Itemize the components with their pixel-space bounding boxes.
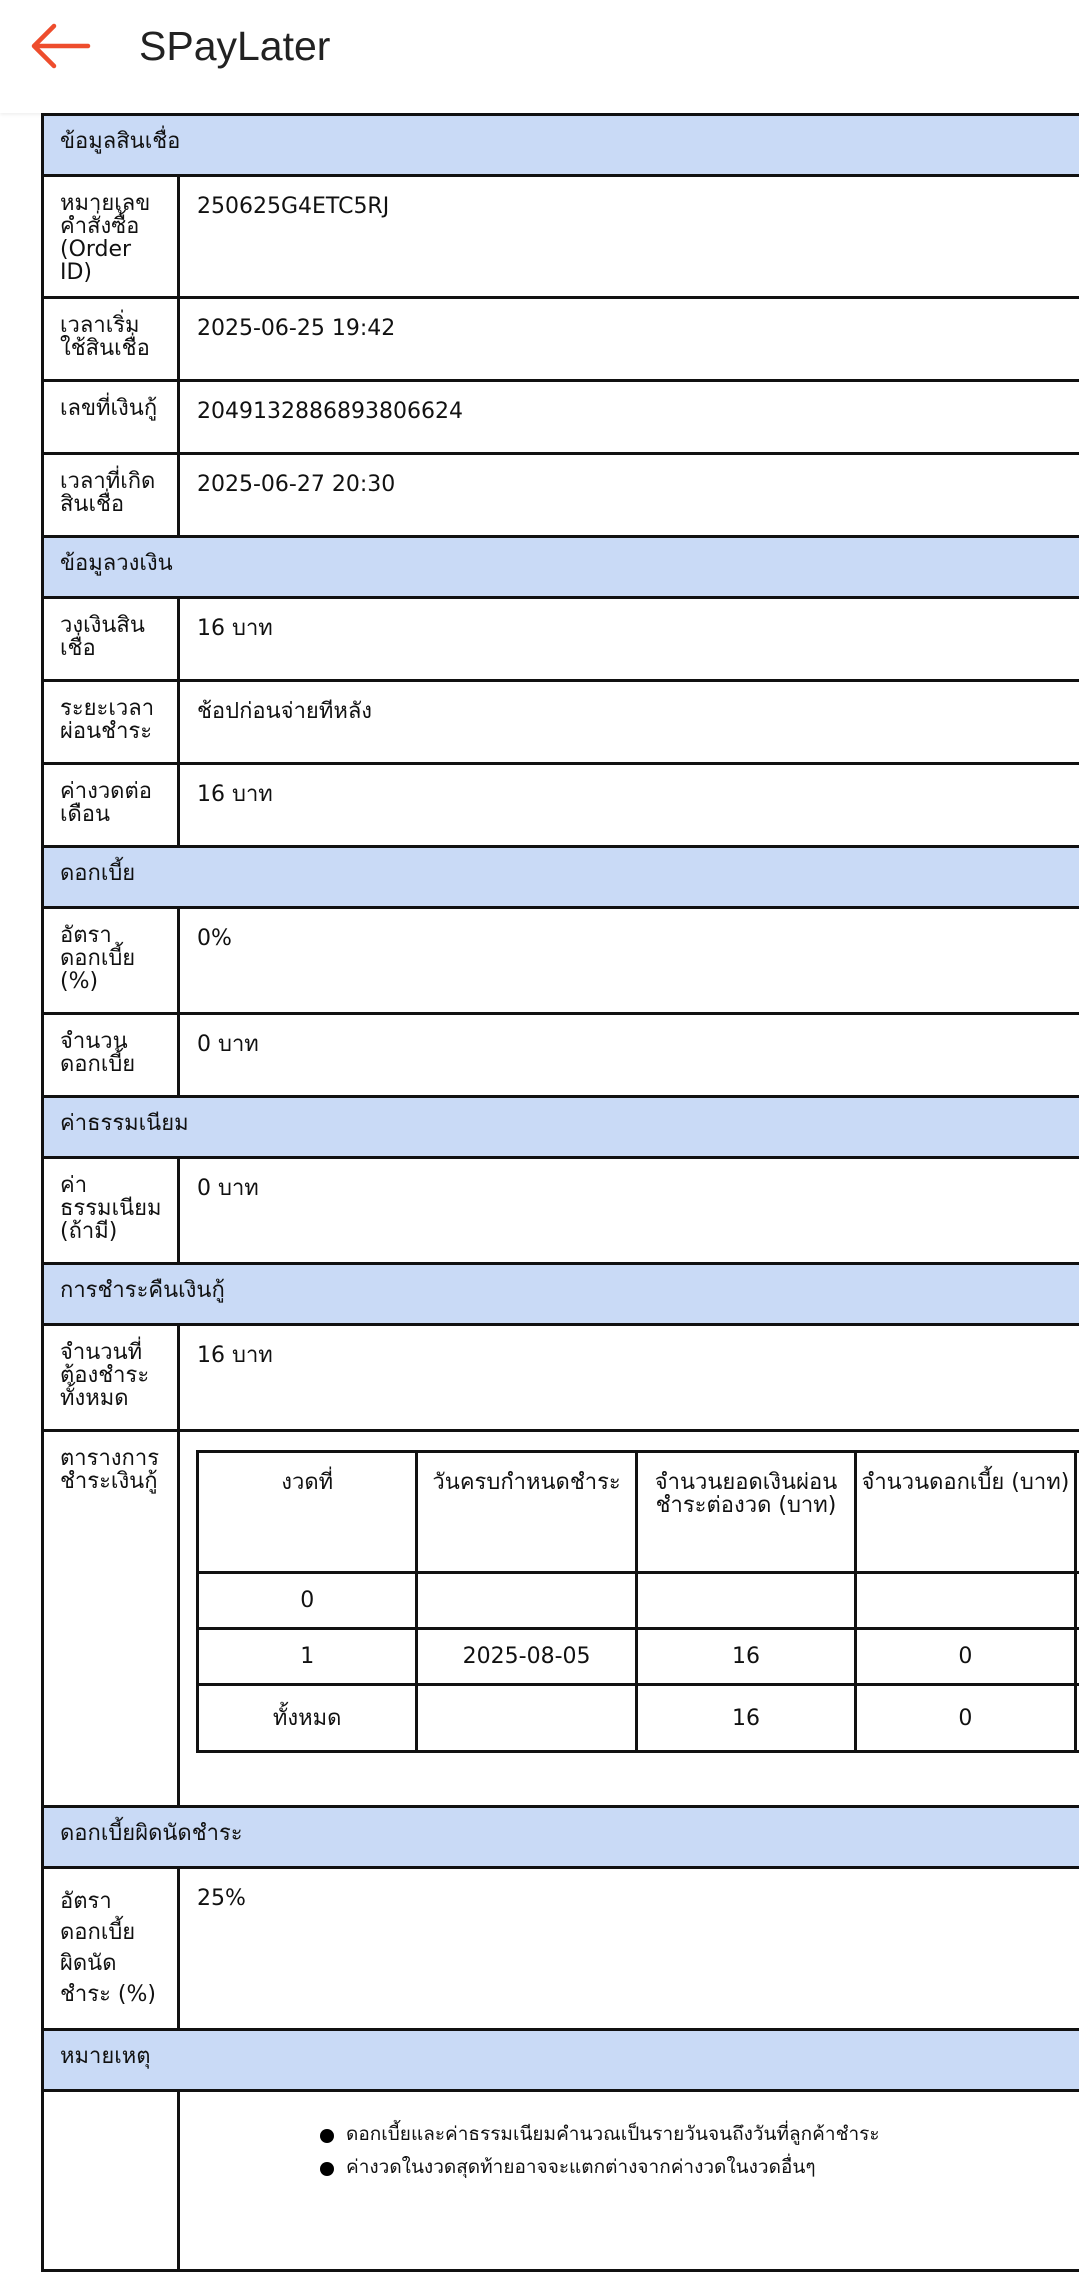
order-id-value: 250625G4ETC5RJ: [179, 176, 1079, 298]
header-interest-amount: จำนวนดอกเบี้ย (บาท): [856, 1452, 1075, 1573]
fee-value: 0 บาท: [179, 1158, 1079, 1264]
installment-cell: ทั้งหมด: [198, 1685, 417, 1752]
interest-amount-value: 0 บาท: [179, 1014, 1079, 1097]
monthly-value: 16 บาท: [179, 764, 1079, 847]
table-row: [43, 1325, 1079, 1431]
amount-cell: 16: [636, 1629, 855, 1685]
due-date-cell: [417, 1573, 636, 1629]
table-row: [43, 598, 1079, 681]
arrow-left-icon: [28, 18, 94, 74]
loan-number-value: 2049132886893806624: [179, 381, 1079, 454]
app-header: [0, 0, 1079, 113]
list-item: ดอกเบี้ยและค่าธรรมเนียมคำนวณเป็นรายวันจนถึงวันที่ลูกค้าชำระ: [320, 2118, 1079, 2151]
section-notes: หมายเหตุ: [43, 2030, 1079, 2091]
interest-cell: [856, 1573, 1075, 1629]
table-row: [43, 1431, 1079, 1807]
section-credit-info: ข้อมูลสินเชื่อ: [43, 115, 1079, 176]
table-row: [43, 454, 1079, 537]
notes-list: [180, 2092, 1079, 2184]
interest-amount-label: จำนวนดอกเบี้ย: [43, 1014, 179, 1097]
schedule-label: ตารางการชำระเงินกู้: [43, 1431, 179, 1807]
extra-cell: [1075, 1685, 1079, 1752]
section-repayment: การชำระคืนเงินกู้: [43, 1264, 1079, 1325]
order-id-label: หมายเลขคำสั่งซื้อ (Order ID): [43, 176, 179, 298]
due-date-cell: [417, 1685, 636, 1752]
credit-start-label: เวลาเริ่มใช้สินเชื่อ: [43, 298, 179, 381]
late-rate-label: อัตราดอกเบี้ยผิดนัดชำระ (%): [43, 1868, 179, 2030]
schedule-row: [198, 1629, 1079, 1685]
amount-cell: [636, 1573, 855, 1629]
table-row: [43, 1158, 1079, 1264]
interest-cell: 0: [856, 1685, 1075, 1752]
schedule-header-row: [198, 1452, 1079, 1573]
total-due-value: 16 บาท: [179, 1325, 1079, 1431]
header-extra: [1075, 1452, 1079, 1573]
table-row: [43, 908, 1079, 1014]
total-due-label: จำนวนที่ต้องชำระทั้งหมด: [43, 1325, 179, 1431]
interest-cell: 0: [856, 1629, 1075, 1685]
schedule-total-row: [198, 1685, 1079, 1752]
section-interest: ดอกเบี้ย: [43, 847, 1079, 908]
credit-start-value: 2025-06-25 19:42: [179, 298, 1079, 381]
contract-sheet: [41, 113, 1079, 2272]
credit-time-label: เวลาที่เกิดสินเชื่อ: [43, 454, 179, 537]
term-label: ระยะเวลาผ่อนชำระ: [43, 681, 179, 764]
table-row: [43, 1868, 1079, 2030]
table-row: [43, 764, 1079, 847]
table-row: [43, 681, 1079, 764]
section-late-interest: ดอกเบี้ยผิดนัดชำระ: [43, 1807, 1079, 1868]
header-installment-amount: จำนวนยอดเงินผ่อนชำระต่องวด (บาท): [636, 1452, 855, 1573]
repayment-schedule-table: [196, 1450, 1079, 1753]
table-row: [43, 298, 1079, 381]
installment-cell: 1: [198, 1629, 417, 1685]
extra-cell: [1075, 1629, 1079, 1685]
table-row: [43, 1014, 1079, 1097]
extra-cell: [1075, 1573, 1079, 1629]
amount-cell: 16: [636, 1685, 855, 1752]
page-title: SPayLater: [139, 18, 330, 74]
installment-cell: 0: [198, 1573, 417, 1629]
schedule-cell: [179, 1431, 1079, 1807]
monthly-label: ค่างวดต่อเดือน: [43, 764, 179, 847]
schedule-row: [198, 1573, 1079, 1629]
interest-rate-value: 0%: [179, 908, 1079, 1014]
credit-amount-label: วงเงินสินเชื่อ: [43, 598, 179, 681]
list-item: ค่างวดในงวดสุดท้ายอาจจะแตกต่างจากค่างวดในงวดอื่นๆ: [320, 2151, 1079, 2184]
credit-amount-value: 16 บาท: [179, 598, 1079, 681]
credit-time-value: 2025-06-27 20:30: [179, 454, 1079, 537]
late-rate-value: 25%: [179, 1868, 1079, 2030]
header-installment: งวดที่: [198, 1452, 417, 1573]
interest-rate-label: อัตราดอกเบี้ย (%): [43, 908, 179, 1014]
loan-info-table: [41, 113, 1079, 2272]
table-row: [43, 176, 1079, 298]
due-date-cell: 2025-08-05: [417, 1629, 636, 1685]
back-button[interactable]: [28, 18, 94, 74]
fee-label: ค่าธรรมเนียม (ถ้ามี): [43, 1158, 179, 1264]
section-fees: ค่าธรรมเนียม: [43, 1097, 1079, 1158]
header-due-date: วันครบกำหนดชำระ: [417, 1452, 636, 1573]
loan-number-label: เลขที่เงินกู้: [43, 381, 179, 454]
section-credit-limit: ข้อมูลวงเงิน: [43, 537, 1079, 598]
table-row: [43, 381, 1079, 454]
term-value: ช้อปก่อนจ่ายทีหลัง: [179, 681, 1079, 764]
